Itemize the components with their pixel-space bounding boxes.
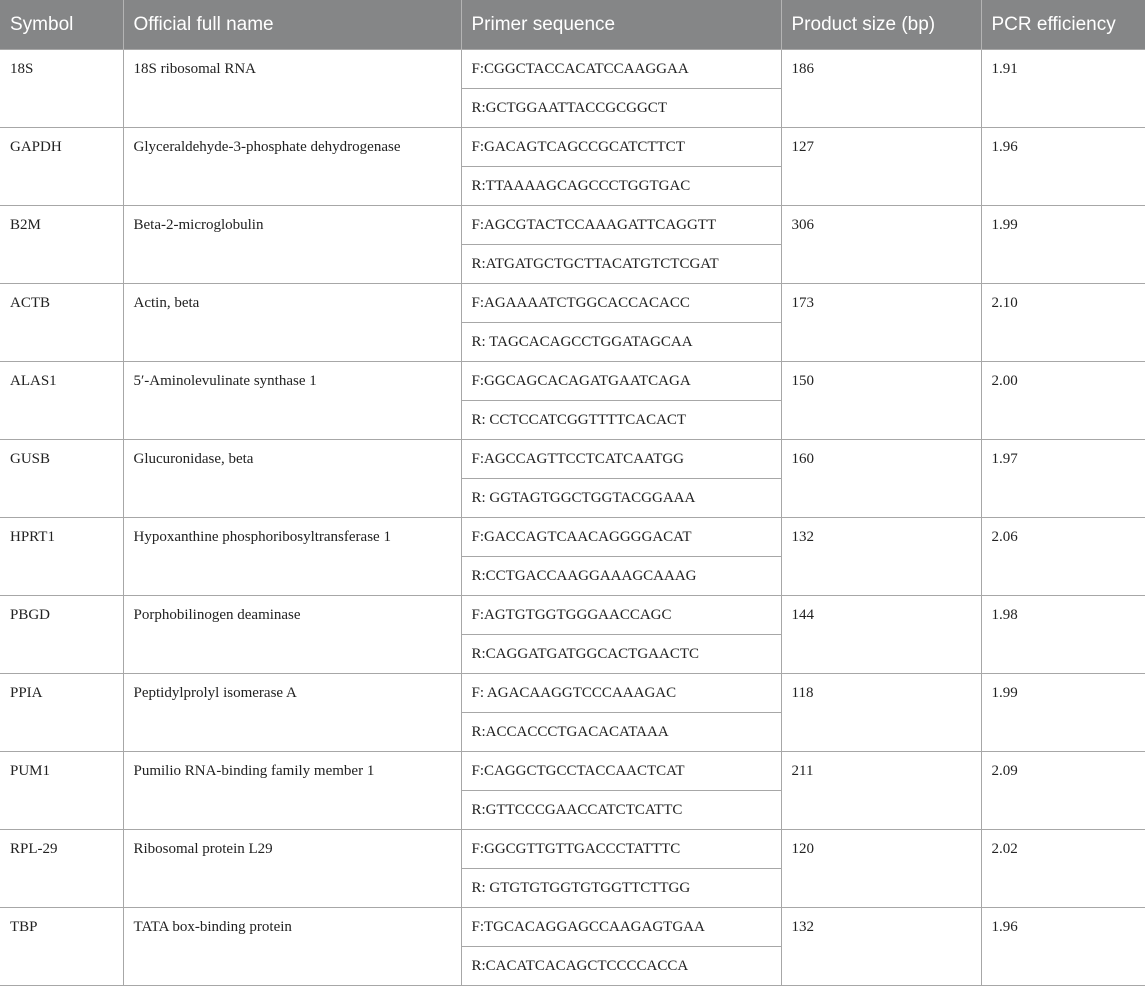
gene-symbol: ACTB [0,284,123,362]
gene-full-name: Ribosomal protein L29 [123,830,461,908]
table-row [0,908,1145,947]
product-size: 144 [781,596,981,674]
gene-full-name: 18S ribosomal RNA [123,50,461,128]
pcr-efficiency: 2.09 [981,752,1145,830]
pcr-efficiency: 1.98 [981,596,1145,674]
gene-symbol: 18S [0,50,123,128]
pcr-efficiency: 1.99 [981,674,1145,752]
gene-full-name: Glucuronidase, beta [123,440,461,518]
forward-primer: F:CGGCTACCACATCCAAGGAA [461,50,781,89]
reverse-primer: R:CAGGATGATGGCACTGAACTC [461,635,781,674]
pcr-efficiency: 1.91 [981,50,1145,128]
gene-symbol: PUM1 [0,752,123,830]
forward-primer: F: AGACAAGGTCCCAAAGAC [461,674,781,713]
product-size: 127 [781,128,981,206]
table-row [0,752,1145,791]
table-row [0,674,1145,713]
gene-symbol: HPRT1 [0,518,123,596]
header-pcr-efficiency: PCR efficiency [981,0,1145,50]
reverse-primer: R: CCTCCATCGGTTTTCACACT [461,401,781,440]
pcr-efficiency: 2.02 [981,830,1145,908]
product-size: 186 [781,50,981,128]
reverse-primer: R:GCTGGAATTACCGCGGCT [461,89,781,128]
gene-full-name: TATA box-binding protein [123,908,461,986]
table-row [0,128,1145,167]
pcr-efficiency: 1.96 [981,908,1145,986]
gene-symbol: PPIA [0,674,123,752]
gene-full-name: Beta-2-microglobulin [123,206,461,284]
gene-symbol: B2M [0,206,123,284]
gene-full-name: Porphobilinogen deaminase [123,596,461,674]
gene-full-name: Peptidylprolyl isomerase A [123,674,461,752]
table-row [0,518,1145,557]
reverse-primer: R:TTAAAAGCAGCCCTGGTGAC [461,167,781,206]
forward-primer: F:AGTGTGGTGGGAACCAGC [461,596,781,635]
reverse-primer: R:ACCACCCTGACACATAAA [461,713,781,752]
table-row [0,206,1145,245]
reverse-primer: R:ATGATGCTGCTTACATGTCTCGAT [461,245,781,284]
gene-full-name: Actin, beta [123,284,461,362]
gene-full-name: 5′-Aminolevulinate synthase 1 [123,362,461,440]
pcr-efficiency: 2.10 [981,284,1145,362]
pcr-efficiency: 2.00 [981,362,1145,440]
gene-symbol: GUSB [0,440,123,518]
product-size: 160 [781,440,981,518]
gene-symbol: TBP [0,908,123,986]
header-row [0,0,1145,50]
header-official-full-name: Official full name [123,0,461,50]
reverse-primer: R:CACATCACAGCTCCCCACCA [461,947,781,986]
table-row [0,284,1145,323]
table-row [0,440,1145,479]
table-row [0,830,1145,869]
reverse-primer: R: GGTAGTGGCTGGTACGGAAA [461,479,781,518]
product-size: 173 [781,284,981,362]
product-size: 120 [781,830,981,908]
table-row [0,50,1145,89]
forward-primer: F:AGCCAGTTCCTCATCAATGG [461,440,781,479]
pcr-efficiency: 1.99 [981,206,1145,284]
pcr-efficiency: 1.97 [981,440,1145,518]
forward-primer: F:GGCAGCACAGATGAATCAGA [461,362,781,401]
product-size: 118 [781,674,981,752]
gene-symbol: PBGD [0,596,123,674]
header-product-size: Product size (bp) [781,0,981,50]
table-row [0,596,1145,635]
product-size: 150 [781,362,981,440]
product-size: 132 [781,518,981,596]
forward-primer: F:TGCACAGGAGCCAAGAGTGAA [461,908,781,947]
header-primer-sequence: Primer sequence [461,0,781,50]
forward-primer: F:AGAAAATCTGGCACCACACC [461,284,781,323]
gene-symbol: RPL-29 [0,830,123,908]
header-symbol: Symbol [0,0,123,50]
gene-symbol: GAPDH [0,128,123,206]
table-row [0,362,1145,401]
product-size: 211 [781,752,981,830]
gene-full-name: Pumilio RNA-binding family member 1 [123,752,461,830]
pcr-efficiency: 1.96 [981,128,1145,206]
product-size: 306 [781,206,981,284]
gene-full-name: Glyceraldehyde-3-phosphate dehydrogenase [123,128,461,206]
pcr-efficiency: 2.06 [981,518,1145,596]
forward-primer: F:AGCGTACTCCAAAGATTCAGGTT [461,206,781,245]
reverse-primer: R: TAGCACAGCCTGGATAGCAA [461,323,781,362]
forward-primer: F:CAGGCTGCCTACCAACTCAT [461,752,781,791]
reverse-primer: R:CCTGACCAAGGAAAGCAAAG [461,557,781,596]
forward-primer: F:GACCAGTCAACAGGGGACAT [461,518,781,557]
gene-symbol: ALAS1 [0,362,123,440]
product-size: 132 [781,908,981,986]
reverse-primer: R:GTTCCCGAACCATCTCATTC [461,791,781,830]
reverse-primer: R: GTGTGTGGTGTGGTTCTTGG [461,869,781,908]
forward-primer: F:GACAGTCAGCCGCATCTTCT [461,128,781,167]
table-body [0,50,1145,986]
forward-primer: F:GGCGTTGTTGACCCTATTTC [461,830,781,869]
gene-full-name: Hypoxanthine phosphoribosyltransferase 1 [123,518,461,596]
